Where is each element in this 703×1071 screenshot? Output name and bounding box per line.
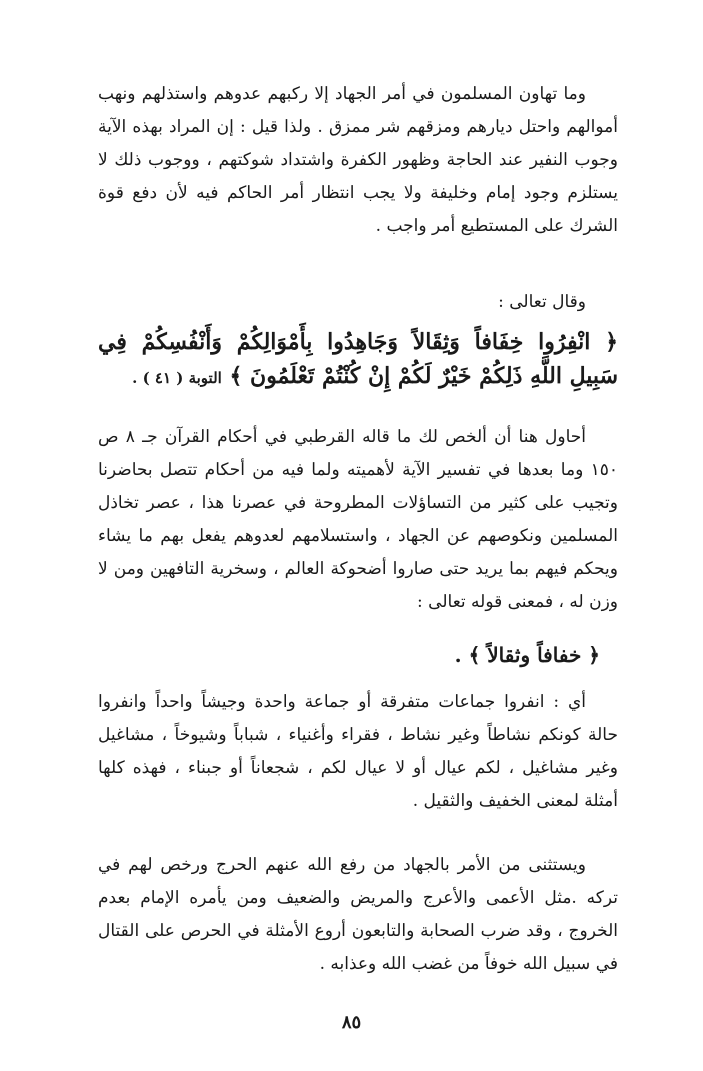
paragraph-2: وقال تعالى : — [498, 292, 586, 312]
verse-text: ﴿ انْفِرُوا خِفَافاً وَثِقَالاً وَجَاهِدُوا بِأَمْوَالِكُمْ وَأَنْفُسِكُمْ فِي سَبِيلِ اللَّهِ ذَلِكُمْ خَيْرٌ لَكُمْ إِنْ كُنْتُمْ تَعْلَمُونَ ﴾ — [98, 329, 618, 389]
paragraph-5: أي : انفروا جماعات متفرقة أو جماعة واحدة وجيشاً واحداً وانفروا حالة كونكم نشاطاً وغير نشاط ، فقراء وأغنياء ، شباباً وشيوخاً ، مشاغيل وغير مشاغيل ، لكم عيال أو لا عيال لكم ، شجعاناً أو جبناء ، فهذه كلها أمثلة لمعنى الخفيف والثقيل . — [98, 692, 618, 811]
paragraph-6: ويستثنى من الأمر بالجهاد من رفع الله عنهم الحرج ورخص لهم في تركه .مثل الأعمى والأعرج والمريض والضعيف ومن يأمره الإمام بعدم الخروج ، وقد ضرب الصحابة والتابعون أروع الأمثلة في الحرص على القتال في سبيل الله خوفاً من غضب الله وعذابه . — [98, 855, 618, 974]
page-number: ٨٥ — [341, 1012, 362, 1033]
verse-reference: التوبة ( ٤١ ) . — [132, 369, 222, 387]
paragraph-3: أحاول هنا أن ألخص لك ما قاله القرطبي في أحكام القرآن جـ ٨ ص ١٥٠ وما بعدها في تفسير الآية لأهميته ولما فيه من أحكام تتصل بحاضرنا وتجيب على كثير من التساؤلات المطروحة في عصرنا هذا ، عصر تخاذل المسلمين ونكوصهم عن الجهاد ، واستسلامهم لعدوهم يفعل بهم ما يشاء ويحكم فيهم بما يريد حتى صاروا أضحوكة العالم ، وسخرية التافهين ومن لا وزن له ، فمعنى قوله تعالى : — [98, 427, 618, 612]
quran-verse — [98, 325, 618, 395]
paragraph-4: ﴿ خفافاً وثقالاً ﴾ . — [454, 643, 600, 667]
paragraph-1: وما تهاون المسلمون في أمر الجهاد إلا ركبهم عدوهم واستذلهم ونهب أموالهم واحتل ديارهم ومزقهم شر ممزق . ولذا قيل : إن المراد بهذه الآية وجوب النفير عند الحاجة وظهور الكفرة واشتداد شوكتهم ، ووجوب ذلك لا يستلزم وجود إمام وخليفة ولا يجب انتظار أمر الحاكم فيه لأن دفع قوة الشرك على المستطيع أمر واجب . — [98, 84, 618, 236]
